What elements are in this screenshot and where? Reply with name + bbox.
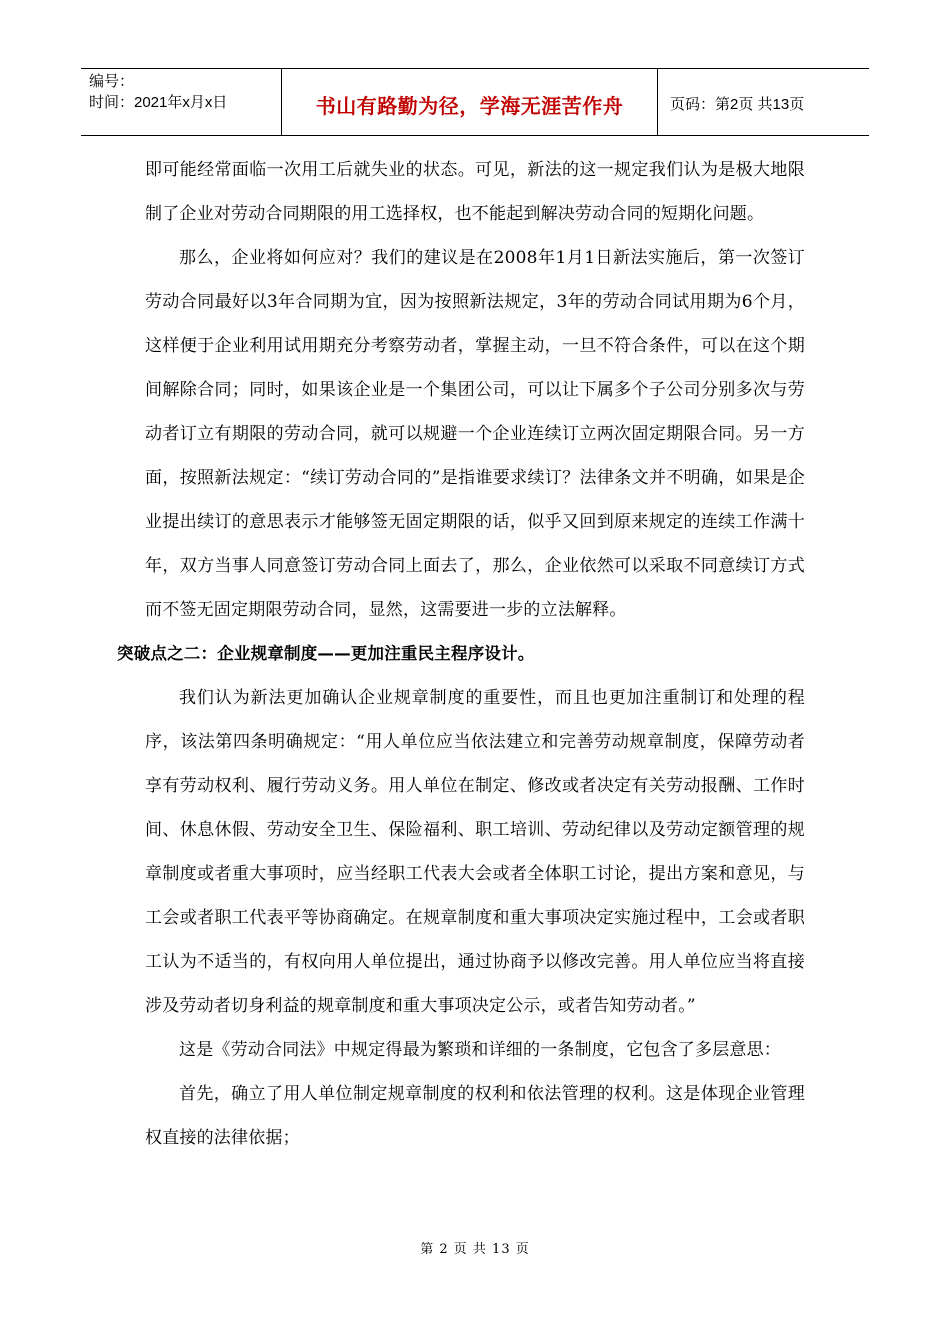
header-page-number: 页码：第2页 共13页 bbox=[670, 95, 805, 113]
document-number-label: 编号： bbox=[89, 73, 135, 90]
body-paragraph: 这是《劳动合同法》中规定得最为繁琐和详细的一条制度，它包含了多层意思： bbox=[179, 1040, 781, 1060]
body-paragraph: 首先，确立了用人单位制定规章制度的权利和依法管理的权利。这是体现企业管理权直接的法律依据； bbox=[145, 1084, 805, 1148]
page-footer: 第 2 页 共 13 页 bbox=[420, 1242, 530, 1257]
document-body bbox=[117, 148, 805, 1160]
section-heading: 突破点之二：企业规章制度——更加注重民主程序设计。 bbox=[117, 644, 535, 663]
header-meta bbox=[81, 69, 282, 135]
body-paragraph: 我们认为新法更加确认企业规章制度的重要性，而且也更加注重制订和处理的程序，该法第四条明确规定：“用人单位应当依法建立和完善劳动规章制度，保障劳动者享有劳动权利、履行劳动义务。用人单位在制定、修改或者决定有关劳动报酬、工作时间、休息休假、劳动安全卫生、保险福利、职工培训、劳动纪律以及劳动定额管理的规章制度或者重大事项时，应当经职工代表大会或者全体职工讨论，提出方案和意见，与工会或者职工代表平等协商确定。在规章制度和重大事项决定实施过程中，工会或者职工认为不适当的，有权向用人单位提出，通过协商予以修改完善。用人单位应当将直接涉及劳动者切身利益的规章制度和重大事项决定公示，或者告知劳动者。” bbox=[145, 688, 805, 1016]
body-paragraph: 那么，企业将如何应对？我们的建议是在2008年1月1日新法实施后，第一次签订劳动合同最好以3年合同期为宜，因为按照新法规定，3年的劳动合同试用期为6个月，这样便于企业利用试用期充分考察劳动者，掌握主动，一旦不符合条件，可以在这个期间解除合同；同时，如果该企业是一个集团公司，可以让下属多个子公司分别多次与劳动者订立有期限的劳动合同，就可以规避一个企业连续订立两次固定期限合同。另一方面，按照新法规定：“续订劳动合同的”是指谁要求续订？法律条文并不明确，如果是企业提出续订的意思表示才能够签无固定期限的话，似乎又回到原来规定的连续工作满十年，双方当事人同意签订劳动合同上面去了，那么，企业依然可以采取不同意续订方式而不签无固定期限劳动合同，显然，这需要进一步的立法解释。 bbox=[145, 248, 805, 620]
document-header bbox=[81, 68, 869, 136]
document-time-label: 时间：2021年x月x日 bbox=[89, 94, 228, 111]
body-paragraph: 即可能经常面临一次用工后就失业的状态。可见，新法的这一规定我们认为是极大地限制了企业对劳动合同期限的用工选择权，也不能起到解决劳动合同的短期化问题。 bbox=[145, 160, 805, 224]
header-motto: 书山有路勤为径，学海无涯苦作舟 bbox=[282, 69, 658, 135]
